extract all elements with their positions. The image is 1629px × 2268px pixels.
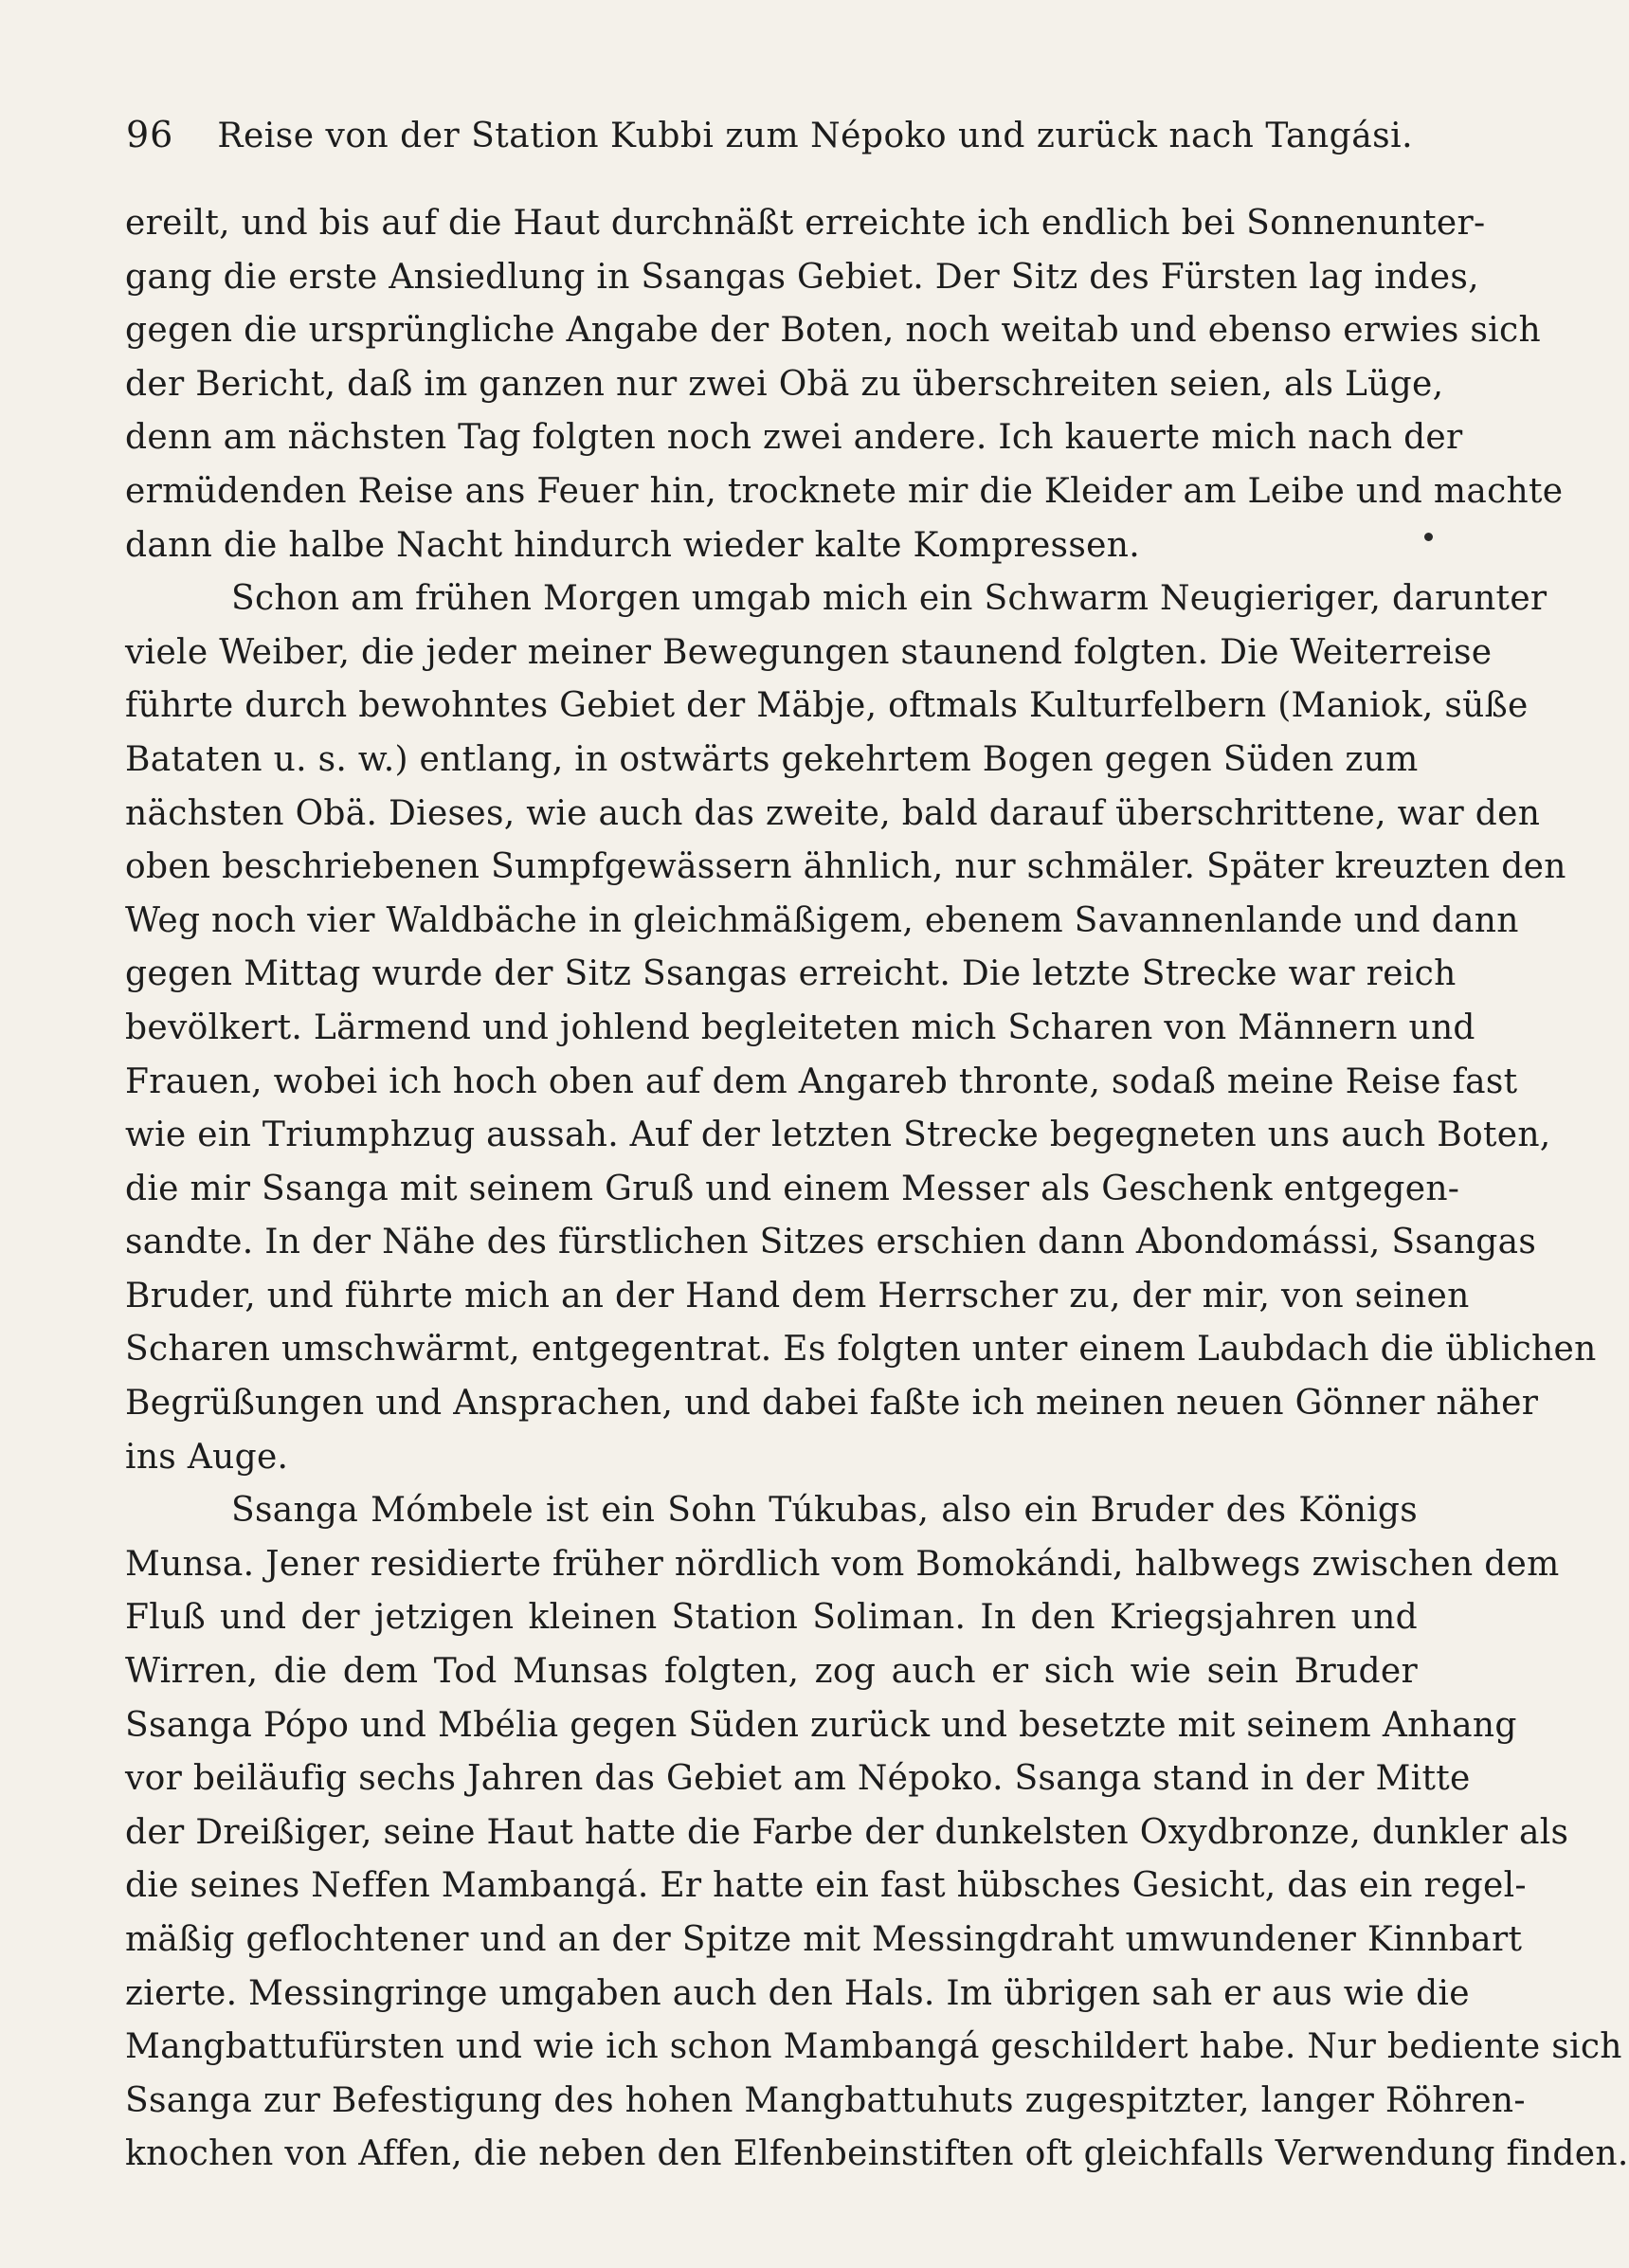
text-line: vor beiläufig sechs Jahren das Gebiet am Népoko. Ssanga stand in der Mitte: [125, 1759, 1471, 1799]
text-line: dann die halbe Nacht hindurch wieder kalte Kompressen.: [125, 525, 1140, 565]
text-line: Schon am frühen Morgen umgab mich ein Schwarm Neugieriger, darunter: [231, 579, 1548, 619]
text-line: denn am nächsten Tag folgten noch zwei andere. Ich kauerte mich nach der: [125, 418, 1463, 458]
text-line: nächsten Obä. Dieses, wie auch das zweite, bald darauf überschrittene, war den: [125, 793, 1541, 833]
text-line: Ssanga Pópo und Mbélia gegen Süden zurück und besetzte mit seinem Anhang: [125, 1705, 1517, 1745]
page-number: 96: [126, 114, 174, 155]
text-line: gang die erste Ansiedlung in Ssangas Gebiet. Der Sitz des Fürsten lag indes,: [125, 257, 1479, 297]
text-line: Scharen umschwärmt, entgegentrat. Es folgten unter einem Laubdach die üblichen: [125, 1330, 1597, 1370]
text-line: die seines Neffen Mambangá. Er hatte ein fast hübsches Gesicht, das ein regel-: [125, 1866, 1527, 1906]
page-header: [126, 114, 1415, 161]
text-line: viele Weiber, die jeder meiner Bewegungen staunend folgten. Die Weiterreise: [125, 632, 1493, 672]
text-line: Fluß und der jetzigen kleinen Station Soliman. In den Kriegsjahren und: [125, 1598, 1418, 1638]
ink-speck: [1424, 533, 1433, 541]
text-line: der Bericht, daß im ganzen nur zwei Obä zu überschreiten seien, als Lüge,: [125, 364, 1444, 404]
text-line: Ssanga zur Befestigung des hohen Mangbattuhuts zugespitzter, langer Röhren-: [125, 2080, 1526, 2120]
text-line: oben beschriebenen Sumpfgewässern ähnlich, nur schmäler. Später kreuzten den: [125, 847, 1566, 887]
text-line: Frauen, wobei ich hoch oben auf dem Angareb thronte, sodaß meine Reise fast: [125, 1061, 1518, 1101]
running-head: Reise von der Station Kubbi zum Népoko und zurück nach Tangási.: [217, 117, 1414, 155]
text-line: Mangbattufürsten und wie ich schon Mambangá geschildert habe. Nur bediente sich: [125, 2027, 1622, 2067]
text-line: Wirren, die dem Tod Munsas folgten, zog auch er sich wie sein Bruder: [125, 1652, 1418, 1692]
text-line: die mir Ssanga mit seinem Gruß und einem Messer als Geschenk entgegen-: [125, 1169, 1460, 1208]
text-line: Bataten u. s. w.) entlang, in ostwärts gekehrtem Bogen gegen Süden zum: [125, 739, 1419, 779]
text-line: knochen von Affen, die neben den Elfenbeinstiften oft gleichfalls Verwendung finden.: [125, 2134, 1629, 2174]
text-line: gegen Mittag wurde der Sitz Ssangas erreicht. Die letzte Strecke war reich: [125, 954, 1457, 994]
text-line: führte durch bewohntes Gebiet der Mäbje, oftmals Kulturfelbern (Maniok, süße: [125, 686, 1529, 726]
text-line: wie ein Triumphzug aussah. Auf der letzten Strecke begegneten uns auch Boten,: [125, 1116, 1551, 1155]
text-line: Munsa. Jener residierte früher nördlich vom Bomokándi, halbwegs zwischen dem: [125, 1544, 1560, 1584]
text-line: ereilt, und bis auf die Haut durchnäßt erreichte ich endlich bei Sonnenunter-: [125, 204, 1486, 243]
text-line: gegen die ursprüngliche Angabe der Boten, noch weitab und ebenso erwies sich: [125, 311, 1541, 351]
text-line: ermüdenden Reise ans Feuer hin, trocknete mir die Kleider am Leibe und machte: [125, 471, 1564, 511]
text-line: zierte. Messingringe umgaben auch den Hals. Im übrigen sah er aus wie die: [125, 1973, 1470, 2013]
body-text: [125, 197, 1629, 2182]
text-line: ins Auge.: [125, 1437, 289, 1477]
text-line: Ssanga Mómbele ist ein Sohn Túkubas, also ein Bruder des Königs: [231, 1491, 1418, 1531]
text-line: bevölkert. Lärmend und johlend begleiteten mich Scharen von Männern und: [125, 1007, 1475, 1047]
text-line: der Dreißiger, seine Haut hatte die Farbe der dunkelsten Oxydbronze, dunkler als: [125, 1812, 1569, 1852]
text-line: sandte. In der Nähe des fürstlichen Sitzes erschien dann Abondomássi, Ssangas: [125, 1223, 1537, 1262]
text-line: mäßig geflochtener und an der Spitze mit Messingdraht umwundener Kinnbart: [125, 1920, 1523, 1959]
text-line: Weg noch vier Waldbäche in gleichmäßigem, ebenem Savannenlande und dann: [125, 900, 1519, 940]
text-line: Begrüßungen und Ansprachen, und dabei faßte ich meinen neuen Gönner näher: [125, 1384, 1539, 1424]
text-line: Bruder, und führte mich an der Hand dem Herrscher zu, der mir, von seinen: [125, 1276, 1470, 1315]
